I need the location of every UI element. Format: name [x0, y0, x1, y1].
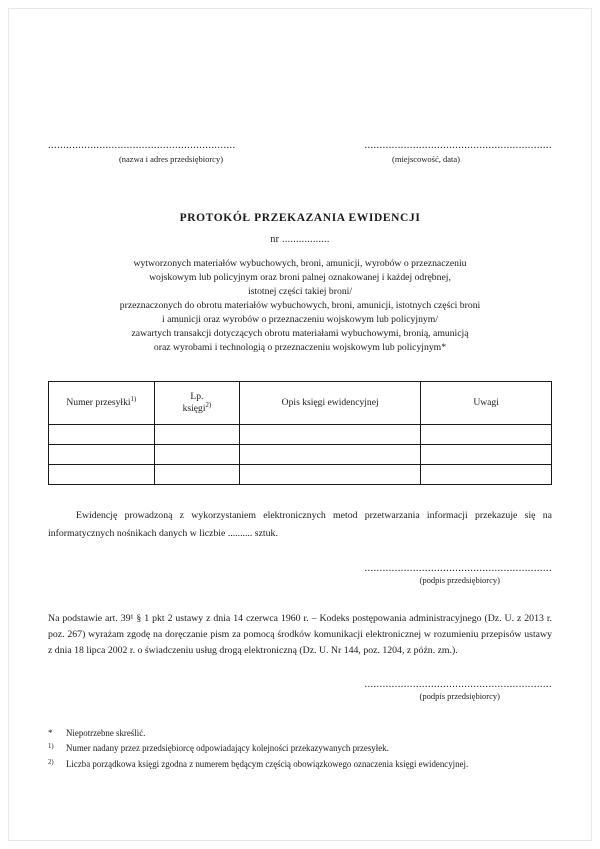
column-header-book-number: Lp. księgi$^{2)}$: [154, 381, 240, 424]
footnote-item: [48, 741, 552, 756]
cell-book-number[interactable]: [154, 424, 240, 444]
column-header-book-description: Opis księgi ewidencyjnej: [240, 381, 421, 424]
column-header-remarks: Uwagi: [421, 381, 552, 424]
signature-caption-2: (podpis przedsiębiorcy): [419, 690, 500, 701]
table-row[interactable]: [49, 424, 552, 444]
signature-block-2: [48, 679, 552, 701]
footnote-text: Niepotrzebne skreślić.: [66, 728, 146, 738]
footnote-marker: *: [48, 728, 53, 738]
footnote-marker: 1): [48, 743, 54, 751]
cell-book-description[interactable]: [240, 424, 421, 444]
table-row[interactable]: [49, 464, 552, 484]
cell-book-description[interactable]: [240, 464, 421, 484]
cell-shipment-number[interactable]: [49, 444, 155, 464]
footnote-text: Numer nadany przez przedsiębiorcę odpowiadający kolejności przekazywanych przesyłek.: [66, 743, 389, 754]
page-title: PROTOKÓŁ PRZEKAZANIA EWIDENCJI: [179, 211, 421, 224]
document-description: [48, 257, 552, 355]
cell-remarks[interactable]: [421, 424, 552, 444]
header-company-block: [48, 140, 278, 164]
signature-dotted-line-2: ..............................................................: [364, 678, 552, 690]
footnote-marker: 2): [48, 758, 54, 766]
paragraph-consent: [48, 611, 552, 659]
document-number-line: nr .................: [270, 233, 330, 245]
footnote-ref-2: 2): [205, 401, 212, 409]
description-line: zawartych transakcji dotyczących obrotu materiałami wybuchowymi, bronią, amunicją: [131, 327, 469, 339]
header-place-date-block: [322, 140, 552, 164]
footnotes: [48, 726, 552, 772]
paragraph-electronic-records: [48, 507, 552, 543]
company-caption: (nazwa i adres przedsiębiorcy): [118, 153, 224, 164]
paragraph-text: Ewidencję prowadzoną z wykorzystaniem elektronicznych metod przetwarzania informacji przekazuje się na informatycznych nośnikach danych w liczbie .......... sztuk.: [48, 509, 552, 540]
footnote-ref-1: 1): [130, 395, 137, 403]
cell-shipment-number[interactable]: [49, 464, 155, 484]
signature-caption-1: (podpis przedsiębiorcy): [419, 575, 500, 586]
cell-book-number[interactable]: [154, 464, 240, 484]
footnote-text: Liczba porządkowa księgi zgodna z numerem będącym częścią obowiązkowego oznaczenia księgi ewidencyjnej.: [66, 758, 469, 769]
table-row[interactable]: [49, 444, 552, 464]
table-header-row: [49, 381, 552, 424]
registry-table: [48, 381, 552, 485]
cell-remarks[interactable]: [421, 464, 552, 484]
description-line: przeznaczonych do obrotu materiałów wybuchowych, broni, amunicji, istotnych części broni: [119, 299, 481, 311]
document-header: [48, 140, 552, 164]
description-line: i amunicji oraz wyrobów o przeznaczeniu wojskowym lub policyjnym/: [161, 313, 439, 325]
cell-shipment-number[interactable]: [49, 424, 155, 444]
document-content: [48, 140, 552, 701]
description-line: wojskowym lub policyjnym oraz broni palnej oznakowanej i każdej odrębnej,: [149, 271, 451, 283]
footnote-item: [48, 757, 552, 772]
description-line: wytworzonych materiałów wybuchowych, broni, amunicji, wyrobów o przeznaczeniu: [133, 257, 467, 269]
company-dotted-line: ..............................................................: [48, 140, 236, 151]
footnote-item: [48, 726, 552, 741]
cell-book-description[interactable]: [240, 444, 421, 464]
cell-book-number[interactable]: [154, 444, 240, 464]
paragraph-text: Na podstawie art. 39¹ § 1 pkt 2 ustawy z dnia 14 czerwca 1960 r. – Kodeks postępowania administracyjnego (Dz. U. z 2013 r. poz. 267) wyrażam zgodę na doręczanie pism za pomocą środków komunikacji elektronicznej w rozumieniu przepisów ustawy z dnia 18 lipca 2002 r. o świadczeniu usług drogą elektroniczną (Dz. U. Nr 144, poz. 1204, z późn. zm.).: [48, 613, 552, 656]
signature-block-1: [48, 563, 552, 585]
description-line: istotnej części takiej broni/: [247, 285, 353, 297]
place-date-caption: (miejscowość, data): [392, 153, 460, 164]
column-header-shipment-number: Numer przesyłki$^{1)}$: [49, 381, 155, 424]
description-line: oraz wyrobami i technologią o przeznaczeniu wojskowym lub policyjnym*: [153, 341, 447, 353]
place-date-dotted-line: ..............................................................: [364, 140, 552, 151]
signature-dotted-line-1: ..............................................................: [364, 563, 552, 575]
cell-remarks[interactable]: [421, 444, 552, 464]
